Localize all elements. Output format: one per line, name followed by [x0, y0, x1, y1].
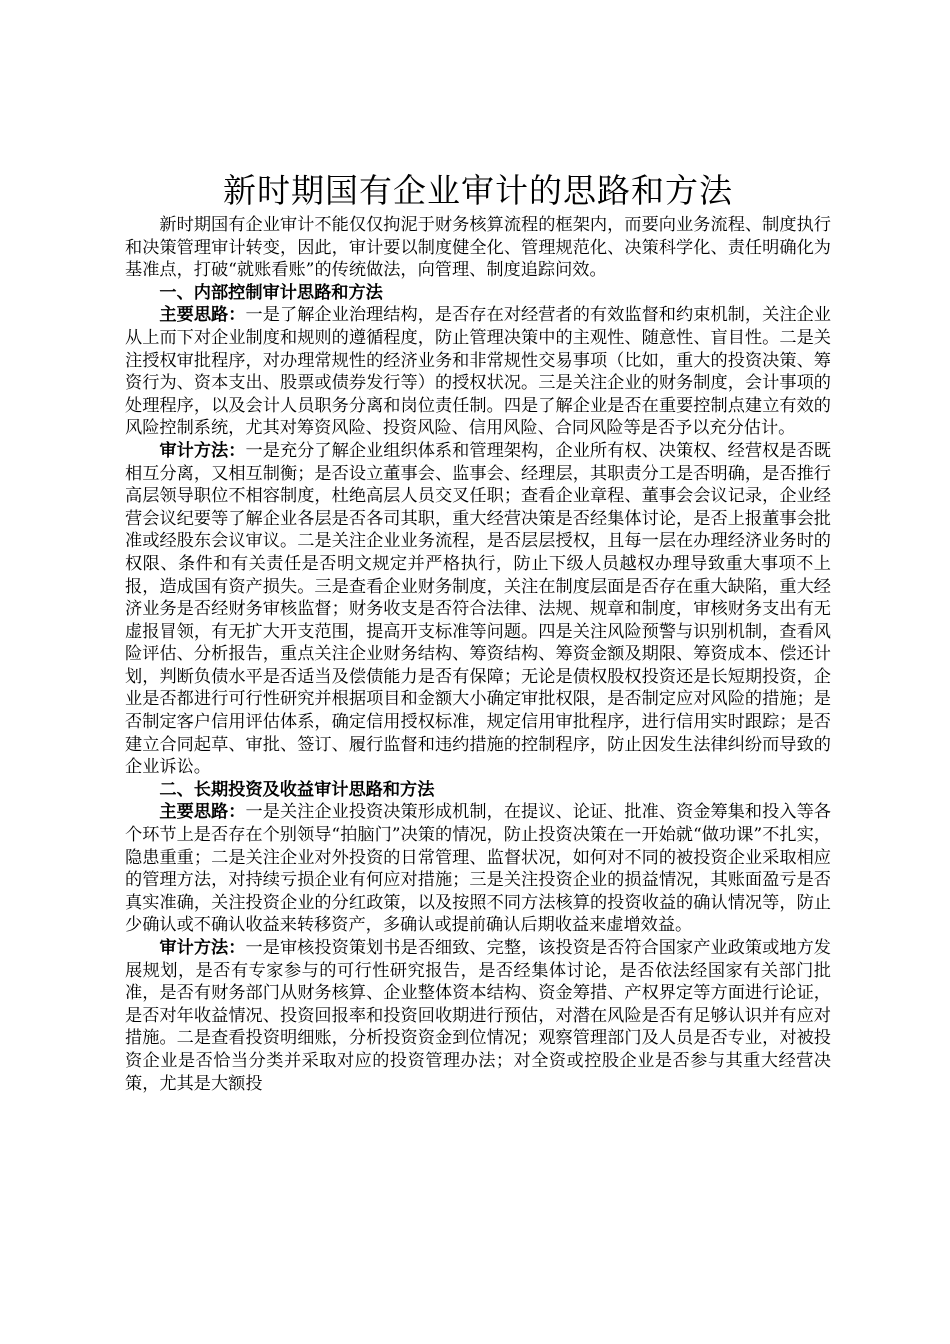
intro-paragraph: 新时期国有企业审计不能仅仅拘泥于财务核算流程的框架内，而要向业务流程、制度执行和决策管理审计转变，因此，审计要以制度健全化、管理规范化、决策科学化、责任明确化为基准点，打破“就账看账”的传统做法，向管理、制度追踪问效。	[125, 215, 831, 281]
section-2-method-text: 一是审核投资策划书是否细致、完整，该投资是否符合国家产业政策或地方发展规划，是否有专家参与的可行性研究报告，是否经集体讨论，是否依法经国家有关部门批准，是否有财务部门从财务核算、企业整体资本结构、资金筹措、产权界定等方面进行论证，是否对年收益情况、投资回报率和投资回收期进行预估，对潜在风险是否有足够认识并有应对措施。二是查看投资明细账，分析投资资金到位情况；观察管理部门及人员是否专业，对被投资企业是否恰当分类并采取对应的投资管理办法；对全资或控股企业是否参与其重大经营决策，尤其是大额投	[125, 938, 831, 1094]
section-1-heading: 一、内部控制审计思路和方法	[159, 282, 383, 303]
section-1-idea-paragraph	[125, 304, 831, 440]
section-2-idea-label: 主要思路：	[159, 802, 246, 823]
section-1-idea-label: 主要思路：	[159, 305, 246, 326]
section-1-method-text: 一是充分了解企业组织体系和管理架构，企业所有权、决策权、经营权是否既相互分离，又相互制衡；是否设立董事会、监事会、经理层，其职责分工是否明确，是否推行高层领导职位不相容制度，杜绝高层人员交叉任职；查看企业章程、董事会会议记录，企业经营会议纪要等了解企业各层是否各司其职，重大经营决策是否经集体讨论，是否上报董事会批准或经股东会议审议。二是关注企业业务流程，是否层层授权，且每一层在办理经济业务时的权限、条件和有关责任是否明文规定并严格执行，防止下级人员越权办理导致重大事项不上报，造成国有资产损失。三是查看企业财务制度，关注在制度层面是否存在重大缺陷，重大经济业务是否经财务审核监督；财务收支是否符合法律、法规、规章和制度，审核财务支出有无虚报冒领，有无扩大开支范围，提高开支标准等问题。四是关注风险预警与识别机制，查看风险评估、分析报告，重点关注企业财务结构、筹资结构、筹资金额及期限、筹资成本、偿还计划，判断负债水平是否适当及偿债能力是否有保障；无论是债权股权投资还是长短期投资，企业是否都进行可行性研究并根据项目和金额大小确定审批权限，是否制定应对风险的措施；是否制定客户信用评估体系，确定信用授权标准，规定信用审批程序，进行信用实时跟踪；是否建立合同起草、审批、签订、履行监督和违约措施的控制程序，防止因发生法律纠纷而导致的企业诉讼。	[125, 440, 831, 778]
section-2-idea-paragraph	[125, 801, 831, 937]
section-1-method-label: 审计方法：	[159, 440, 246, 461]
section-2-method-label: 审计方法：	[159, 938, 246, 958]
section-2-method-paragraph	[125, 937, 831, 1095]
section-1-idea-text: 一是了解企业治理结构，是否存在对经营者的有效监督和约束机制，关注企业从上而下对企业制度和规则的遵循程度，防止管理决策中的主观性、随意性、盲目性。二是关注授权审批程序，对办理常规性的经济业务和非常规性交易事项（比如，重大的投资决策、筹资行为、资本支出、股票或债券发行等）的授权状况。三是关注企业的财务制度，会计事项的处理程序，以及会计人员职务分离和岗位责任制。四是了解企业是否在重要控制点建立有效的风险控制系统，尤其对筹资风险、投资风险、信用风险、合同风险等是否予以充分估计。	[125, 305, 831, 439]
section-2-idea-text: 一是关注企业投资决策形成机制，在提议、论证、批准、资金筹集和投入等各个环节上是否存在个别领导“拍脑门”决策的情况，防止投资决策在一开始就“做功课”不扎实，隐患重重；二是关注企业对外投资的日常管理、监督状况，如何对不同的被投资企业采取相应的管理方法，对持续亏损企业有何应对措施；三是关注投资企业的损益情况，其账面盈亏是否真实准确，关注投资企业的分红政策，以及按照不同方法核算的投资收益的确认情况等，防止少确认或不确认收益来转移资产，多确认或提前确认后期收益来虚增效益。	[125, 802, 831, 936]
document-page	[125, 168, 831, 1095]
section-1-method-paragraph	[125, 440, 831, 779]
document-title: 新时期国有企业审计的思路和方法	[223, 171, 733, 210]
section-2-heading: 二、长期投资及收益审计思路和方法	[159, 779, 435, 800]
